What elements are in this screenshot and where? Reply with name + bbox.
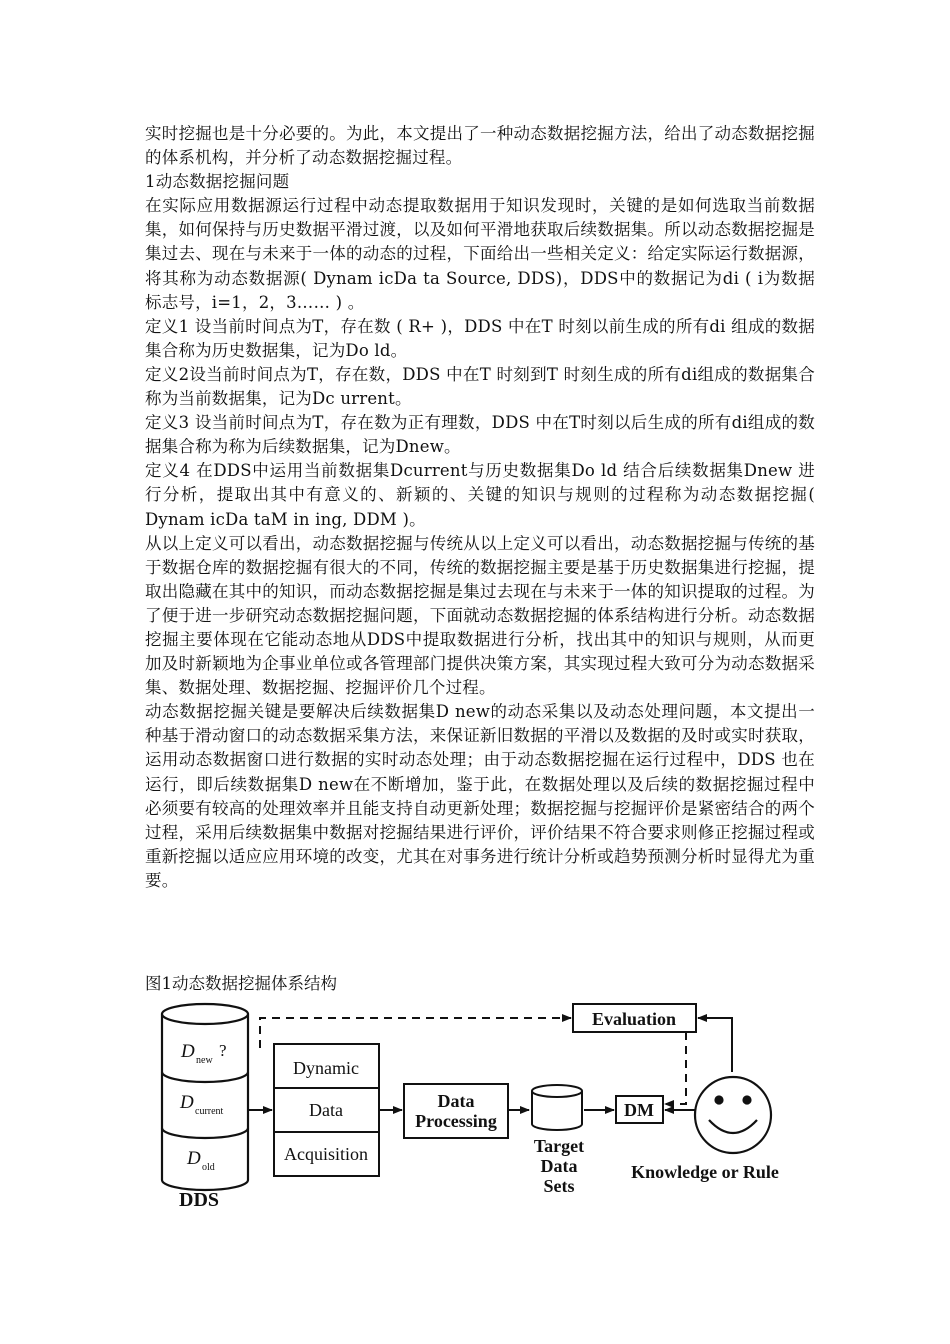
- d-new-label: [180, 1041, 227, 1066]
- evaluation-label: Evaluation: [591, 1009, 677, 1029]
- svg-text:current: current: [195, 1106, 224, 1117]
- figure-caption: 图1动态数据挖掘体系结构: [145, 974, 337, 993]
- architecture-diagram: [150, 1000, 800, 1212]
- svg-text:D: D: [181, 1041, 195, 1062]
- paragraph-intro: 实时挖掘也是十分必要的。为此，本文提出了一种动态数据挖掘方法，给出了动态数据挖掘的体系机构，并分析了动态数据挖掘过程。: [145, 124, 815, 168]
- acquisition-label-dynamic: Dynamic: [293, 1058, 359, 1078]
- paragraph-analysis: 从以上定义可以看出，动态数据挖掘与传统从以上定义可以看出，动态数据挖掘与传统的基于数据仓库的数据挖掘有很大的不同，传统的数据挖掘主要是基于历史数据集进行挖掘，提取出隐藏在其中的知识，而动态数据挖掘是集过去现在与未来于一体的知识提取的过程。为了便于进一步研究动态数据挖掘问题，下面就动态数据挖掘的体系结构进行分析。动态数据挖掘主要体现在它能动态地从DDS中提取数据进行分析，找出其中的知识与规则，从而更加及时新颖地为企事业单位或各管理部门提供决策方案，其实现过程大致可分为动态数据采集、数据处理、数据挖掘、挖掘评价几个过程。: [145, 533, 815, 698]
- d-old-label: [186, 1148, 215, 1173]
- arrow-knowledge-to-evaluation: [698, 1018, 732, 1072]
- acquisition-label-acquisition: Acquisition: [284, 1144, 368, 1164]
- target-label-data: Data: [540, 1156, 578, 1176]
- definition-1: 定义1 设当前时间点为T，存在数 ( R+ )，DDS 中在T 时刻以前生成的所有di 组成的数据集合称为历史数据集，记为Do ld。: [145, 316, 815, 360]
- svg-text:D: D: [180, 1092, 194, 1113]
- target-label-target: Target: [533, 1136, 585, 1156]
- paragraph-problem: 在实际应用数据源运行过程中动态提取数据用于知识发现时，关键的是如何选取当前数据集，如何保持与历史数据平滑过渡，以及如何平滑地获取后续数据集。所以动态数据挖掘是集过去、现在与未来于一体的动态的过程，下面给出一些相关定义：给定实际运行数据源，将其称为动态数据源( Dynam icDa ta Source, DDS)，DDS中的数据记为di ( i为数据标志号，i=1，2，3…… ) 。: [145, 196, 815, 312]
- knowledge-label: Knowledge or Rule: [631, 1162, 779, 1182]
- section-heading: 1动态数据挖掘问题: [145, 172, 290, 192]
- processing-label-data: Data: [437, 1091, 475, 1111]
- dashed-arrow-evaluation-to-dm: [665, 1032, 686, 1104]
- processing-label-processing: Processing: [415, 1111, 497, 1131]
- target-label-sets: Sets: [543, 1176, 575, 1196]
- d-current-label: [179, 1092, 224, 1117]
- svg-text:D: D: [187, 1148, 201, 1169]
- target-data-cylinder: [532, 1085, 582, 1130]
- definition-3: 定义3 设当前时间点为T，存在数为正有理数，DDS 中在T时刻以后生成的所有di组成的数据集合称为称为后续数据集，记为Dnew。: [145, 413, 815, 457]
- svg-text:new: new: [196, 1055, 213, 1066]
- paragraph-key-issue: 动态数据挖掘关键是要解决后续数据集D new的动态采集以及动态处理问题，本文提出一种基于滑动窗口的动态数据采集方法，来保证新旧数据的平滑以及数据的及时或实时获取，运用动态数据窗口进行数据的实时动态处理；由于动态数据挖掘在运行过程中，DDS 也在运行，即后续数据集D new在不断增加，鉴于此，在数据处理以及后续的数据挖掘过程中必须要有较高的处理效率并且能支持自动更新处理；数据挖掘与挖掘评价是紧密结合的两个过程，采用后续数据集中数据对挖掘结果进行评价，评价结果不符合要求则修正挖掘过程或重新挖掘以适应应用环境的改变，尤其在对事务进行统计分析或趋势预测分析时显得尤为重要。: [145, 702, 815, 890]
- smiley-face-icon: [695, 1077, 771, 1153]
- definition-4: 定义4 在DDS中运用当前数据集Dcurrent与历史数据集Do ld 结合后续数据集Dnew 进行分析，提取出其中有意义的、新颖的、关键的知识与规则的过程称为动态数据挖掘( Dynam icDa taM in ing, DDM )。: [145, 461, 815, 529]
- dds-label: DDS: [179, 1189, 220, 1211]
- svg-text:old: old: [202, 1162, 215, 1173]
- acquisition-label-data: Data: [309, 1100, 343, 1120]
- definition-2: 定义2设当前时间点为T，存在数，DDS 中在T 时刻到T 时刻生成的所有di组成的数据集合称为当前数据集，记为Dc urrent。: [145, 364, 815, 409]
- svg-text:?: ?: [219, 1041, 227, 1060]
- body-text: [145, 122, 815, 893]
- dm-label: DM: [624, 1100, 654, 1120]
